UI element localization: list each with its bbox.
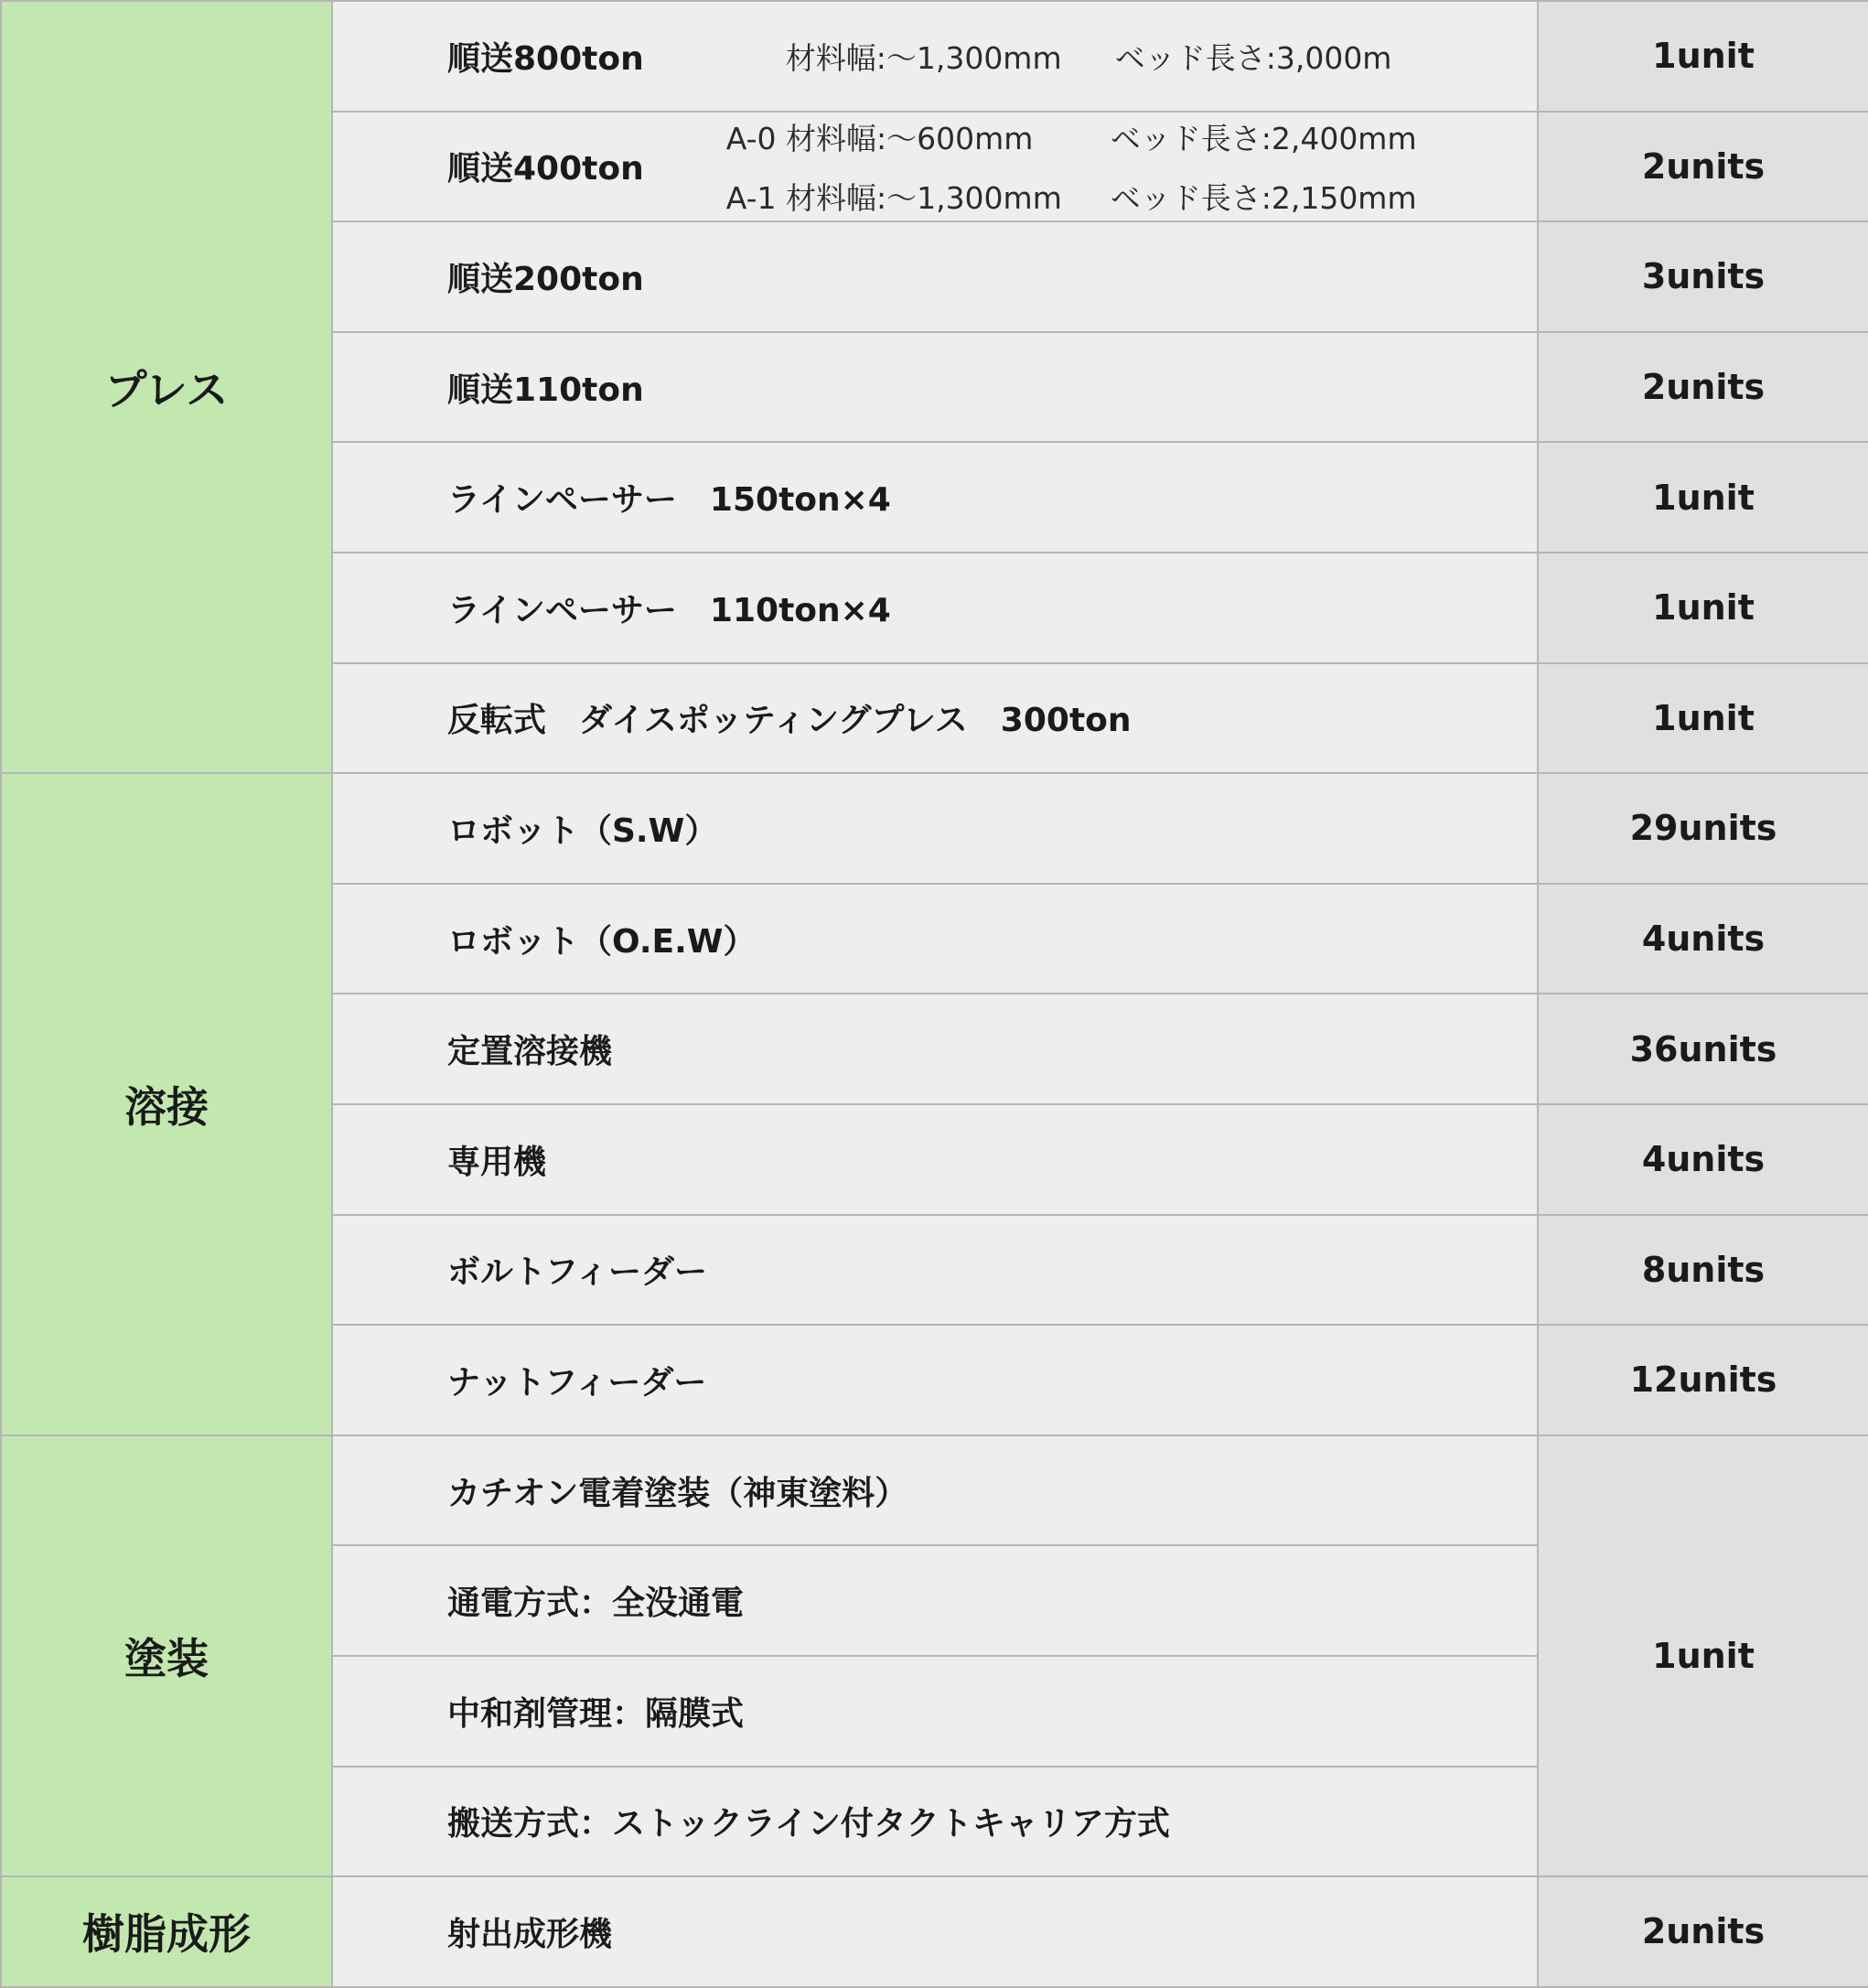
item-cell [332, 1, 1538, 112]
spec-material-width: A-0 材料幅:～600mm [725, 120, 1034, 156]
item-cell: 定置溶接機 [332, 994, 1538, 1104]
item-cell: 射出成形機 [332, 1876, 1538, 1987]
item-cell: ラインペーサー 110ton×4 [332, 553, 1538, 663]
item-cell: ナットフィーダー [332, 1325, 1538, 1435]
item-cell: ロボット（S.W） [332, 773, 1538, 884]
item-spec [726, 115, 1417, 218]
category-painting: 塗装 [1, 1435, 332, 1876]
qty-cell: 29units [1538, 773, 1868, 884]
qty-cell: 1unit [1538, 553, 1868, 663]
spec-line [726, 175, 1417, 218]
item-name: 順送800ton [447, 39, 644, 78]
spec-bed-length: ベッド長さ:2,150mm [1110, 179, 1417, 216]
item-cell: 反転式 ダイスポッティングプレス 300ton [332, 663, 1538, 774]
qty-cell: 3units [1538, 221, 1868, 332]
item-cell: 順送110ton [332, 332, 1538, 443]
spec-line [726, 115, 1417, 158]
spec-material-width: 材料幅:～1,300mm [785, 39, 1062, 76]
spec-material-width: A-1 材料幅:～1,300mm [725, 179, 1062, 216]
item-cell: カチオン電着塗装（神東塗料） [332, 1435, 1538, 1546]
qty-cell: 2units [1538, 112, 1868, 222]
item-cell: 中和剤管理：隔膜式 [332, 1656, 1538, 1767]
item-name: 順送400ton [447, 150, 644, 188]
qty-cell: 36units [1538, 994, 1868, 1104]
table-row [1, 1, 1868, 112]
item-cell [332, 112, 1538, 222]
spec-bed-length: ベッド長さ:2,400mm [1110, 120, 1417, 156]
qty-cell: 2units [1538, 1876, 1868, 1987]
qty-cell: 1unit [1538, 442, 1868, 553]
category-resin-molding: 樹脂成形 [1, 1876, 332, 1987]
table-row [1, 1435, 1868, 1546]
item-cell: 搬送方式：ストックライン付タクトキャリア方式 [332, 1767, 1538, 1877]
qty-cell: 12units [1538, 1325, 1868, 1435]
qty-cell: 1unit [1538, 663, 1868, 774]
qty-cell: 1unit [1538, 1, 1868, 112]
category-press: プレス [1, 1, 332, 773]
qty-cell: 4units [1538, 884, 1868, 994]
table-row [1, 773, 1868, 884]
item-cell: 専用機 [332, 1104, 1538, 1215]
item-spec [786, 35, 1392, 78]
qty-cell: 2units [1538, 332, 1868, 443]
table-row [1, 1876, 1868, 1987]
item-cell: ロボット（O.E.W） [332, 884, 1538, 994]
item-cell: 通電方式：全没通電 [332, 1545, 1538, 1656]
qty-cell: 4units [1538, 1104, 1868, 1215]
spec-bed-length: ベッド長さ:3,000m [1114, 39, 1392, 76]
item-cell: ラインペーサー 150ton×4 [332, 442, 1538, 553]
item-cell: 順送200ton [332, 221, 1538, 332]
category-welding: 溶接 [1, 773, 332, 1435]
item-cell: ボルトフィーダー [332, 1215, 1538, 1326]
qty-cell: 1unit [1538, 1435, 1868, 1876]
qty-cell: 8units [1538, 1215, 1868, 1326]
